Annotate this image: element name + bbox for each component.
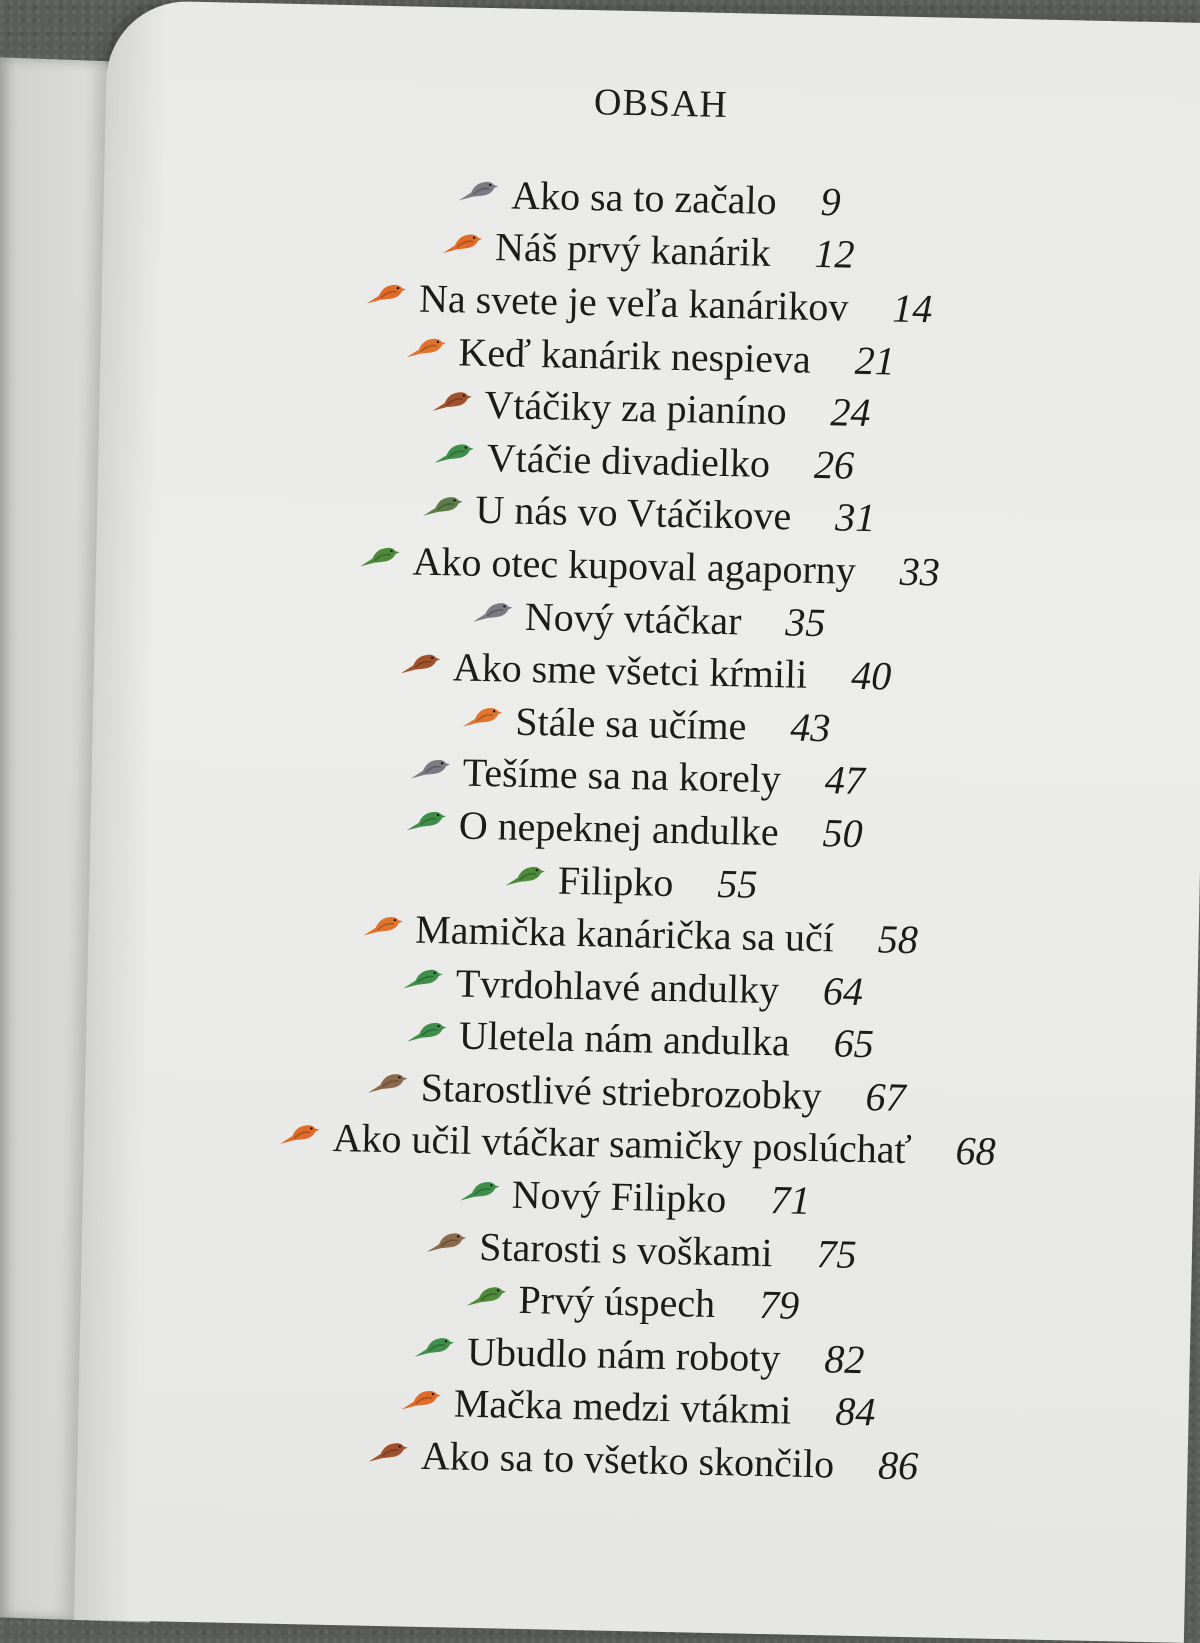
green-bird-icon	[359, 543, 402, 570]
toc-entry-page-number: 33	[899, 548, 941, 595]
book-page	[74, 0, 1200, 1643]
toc-entry-page-number: 65	[833, 1020, 875, 1067]
brown-bird-icon	[425, 1228, 468, 1255]
toc-entry-title: Mačka medzi vtákmi	[453, 1381, 792, 1434]
toc-entry-page-number: 35	[784, 598, 826, 645]
toc-entry-page-number: 31	[834, 494, 876, 541]
orange-bird-icon	[278, 1120, 321, 1147]
toc-entry-page-number: 58	[877, 916, 919, 963]
green-bird-icon	[458, 1176, 501, 1203]
toc-entry-title: Nový Filipko	[511, 1171, 727, 1222]
toc-entry-page-number: 26	[813, 441, 855, 488]
green-bird-icon	[413, 1333, 456, 1360]
toc-entry-title: U nás vo Vtáčikove	[474, 487, 792, 539]
toc-entry-title: Mamička kanárička sa učí	[414, 906, 835, 961]
toc-entry-title: Ako sa to začalo	[510, 172, 778, 223]
toc-entry-page-number: 21	[854, 337, 896, 384]
toc-entry-page-number: 40	[850, 652, 892, 699]
toc-entry-title: Tvrdohlavé andulky	[455, 960, 780, 1012]
toc-entry-page-number: 47	[824, 757, 866, 804]
toc-entry-page-number: 75	[816, 1230, 858, 1277]
toc-entry-page-number: 71	[769, 1177, 811, 1224]
brown-bird-icon	[399, 649, 442, 676]
green-bird-icon	[433, 439, 476, 466]
green-bird-icon	[421, 492, 464, 519]
brown-bird-icon	[430, 387, 473, 414]
toc-entry-page-number: 67	[865, 1074, 907, 1120]
green-bird-icon	[405, 807, 448, 834]
green-bird-icon	[464, 1282, 507, 1309]
toc-entry-title: Vtáčie divadielko	[486, 434, 771, 486]
toc-entry-page-number: 82	[823, 1336, 865, 1382]
page-title: OBSAH	[593, 81, 729, 126]
orange-bird-icon	[361, 911, 404, 938]
toc-entry-title: Ako sa to všetko skončilo	[420, 1432, 835, 1487]
toc-entry-title: Ako otec kupoval agaporny	[412, 538, 857, 593]
green-bird-icon	[402, 965, 445, 992]
toc-entry-title: Tešíme sa na korely	[462, 749, 782, 802]
toc-entry-title: Uletela nám andulka	[458, 1012, 791, 1065]
toc-entry-page-number: 12	[814, 231, 856, 278]
green-bird-icon	[504, 862, 547, 889]
toc-entry-page-number: 43	[789, 704, 831, 751]
orange-bird-icon	[365, 280, 408, 307]
toc-entry-page-number: 55	[716, 860, 758, 907]
gray-bird-icon	[471, 598, 514, 625]
toc-entry-page-number: 24	[830, 389, 872, 436]
orange-bird-icon	[441, 229, 484, 256]
toc-entry-title: Nový vtáčkar	[524, 593, 742, 643]
toc-entry-page-number: 9	[820, 178, 842, 225]
toc-entry-title: Ako učil vtáčkar samičky poslúchať	[332, 1115, 913, 1173]
table-of-contents	[77, 160, 1200, 1498]
orange-bird-icon	[461, 703, 504, 730]
toc-entry-title: O nepeknej andulke	[458, 802, 780, 855]
toc-entry-title: Starostlivé striebrozobky	[420, 1064, 823, 1119]
toc-entry-title: Ubudlo nám roboty	[466, 1328, 781, 1381]
orange-bird-icon	[400, 1385, 443, 1412]
toc-entry-title: Vtáčiky za pianíno	[484, 382, 788, 434]
toc-entry-title: Filipko	[557, 857, 674, 905]
brown-bird-icon	[367, 1437, 410, 1464]
toc-entry-page-number: 14	[891, 285, 933, 332]
toc-entry-page-number: 50	[822, 810, 864, 856]
toc-entry-page-number: 64	[822, 967, 864, 1014]
toc-entry-page-number: 86	[877, 1442, 919, 1489]
toc-entry-page-number: 79	[758, 1282, 800, 1329]
toc-entry-page-number: 68	[955, 1128, 997, 1175]
gray-bird-icon	[409, 754, 452, 781]
toc-entry-title: Prvý úspech	[518, 1277, 716, 1327]
toc-entry-title: Náš prvý kanárik	[494, 224, 772, 276]
orange-bird-icon	[404, 333, 447, 360]
toc-entry-title: Keď kanárik nespieva	[458, 329, 812, 382]
toc-entry-title: Stále sa učíme	[514, 698, 747, 749]
toc-entry-title: Na svete je veľa kanárikov	[418, 275, 849, 330]
gray-bird-icon	[457, 177, 500, 204]
green-bird-icon	[405, 1017, 448, 1044]
toc-entry-title: Ako sme všetci kŕmili	[452, 644, 808, 697]
toc-entry-title: Starosti s voškami	[478, 1223, 774, 1275]
toc-entry-page-number: 84	[834, 1389, 876, 1435]
brown-bird-icon	[367, 1069, 410, 1096]
